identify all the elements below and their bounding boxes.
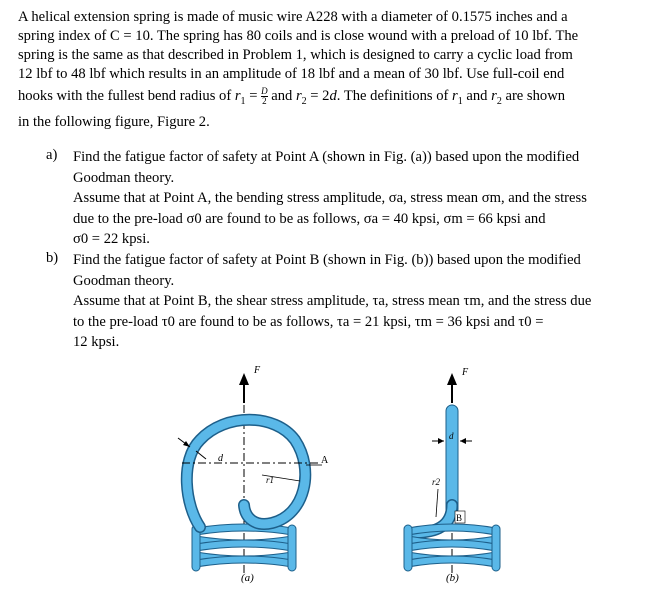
caption-b: (b): [446, 572, 459, 584]
intro-line-3: spring is the same as that described in Problem 1, which is designed to carry a cyclic load from: [18, 47, 573, 63]
intro-line-5-d: and: [466, 88, 488, 104]
part-b: [73, 250, 591, 353]
intro-line-5-e: are shown: [505, 88, 566, 104]
part-a-line-4: due to the pre-load σ0 are found to be as follows, σa = 40 kpsi, σm = 66 kpsi and: [73, 210, 546, 227]
part-b-line-5: 12 kpsi.: [73, 334, 120, 350]
d-label-a: d: [218, 453, 223, 464]
coils-b: [404, 524, 500, 571]
intro-paragraph: [18, 8, 643, 132]
d-label-b: d: [449, 431, 454, 441]
intro-line-4: 12 lbf to 48 lbf which results in an amplitude of 18 lbf and a mean of 30 lbf. Use full-coil end: [18, 66, 565, 82]
figure-2: [0, 355, 660, 596]
r2-formula: $r_2 = 2d$: [295, 88, 337, 107]
part-b-line-3: Assume that at Point B, the shear stress amplitude, τa, stress mean τm, and the stress due: [73, 293, 592, 309]
r1-formula: $r_1 = \frac{D}{2}$: [234, 86, 268, 107]
r2-label: r2: [432, 477, 441, 487]
force-label-a: F: [254, 365, 261, 376]
intro-line-6: in the following figure, Figure 2.: [18, 113, 210, 130]
force-label-b: F: [462, 367, 469, 378]
part-b-line-2: Goodman theory.: [73, 272, 175, 289]
intro-line-5-c: . The definitions of: [336, 88, 449, 104]
part-b-line-1: Find the fatigue factor of safety at Point B (shown in Fig. (b)) based upon the modified: [73, 252, 581, 268]
part-a: [73, 147, 587, 250]
part-b-line-4: to the pre-load τ0 are found to be as follows, τa = 21 kpsi, τm = 36 kpsi and τ0 =: [73, 313, 544, 330]
part-a-line-2: Goodman theory.: [73, 169, 175, 186]
part-a-label: a): [46, 147, 58, 163]
caption-a: (a): [241, 572, 254, 584]
r1-label: r1: [266, 475, 275, 485]
point-b-label: B: [456, 513, 463, 523]
intro-line-5-b: and: [271, 88, 293, 104]
coils-a: [192, 524, 296, 571]
intro-line-5-a: hooks with the fullest bend radius of: [18, 88, 232, 104]
point-a-label: A: [321, 455, 329, 466]
intro-line-5: hooks with the fullest bend radius of $r_1 = \frac{D}{2}$ and $r_2 = 2d$. The definitions of $r_1$ and $r_2$ are shown: [18, 86, 566, 107]
figure-b: [404, 367, 500, 584]
part-a-line-5: σ0 = 22 kpsi.: [73, 231, 150, 247]
intro-line-2: spring index of C = 10. The spring has 80 coils and is close wound with a preload of 10 lbf. The: [18, 28, 579, 44]
intro-line-1: A helical extension spring is made of music wire A228 with a diameter of 0.1575 inches and a: [18, 9, 568, 25]
figure-a: [178, 365, 329, 584]
part-a-line-3: Assume that at Point A, the bending stress amplitude, σa, stress mean σm, and the stress: [73, 190, 587, 206]
part-a-line-1: Find the fatigue factor of safety at Point A (shown in Fig. (a)) based upon the modified: [73, 149, 580, 165]
part-b-label: b): [46, 250, 59, 266]
